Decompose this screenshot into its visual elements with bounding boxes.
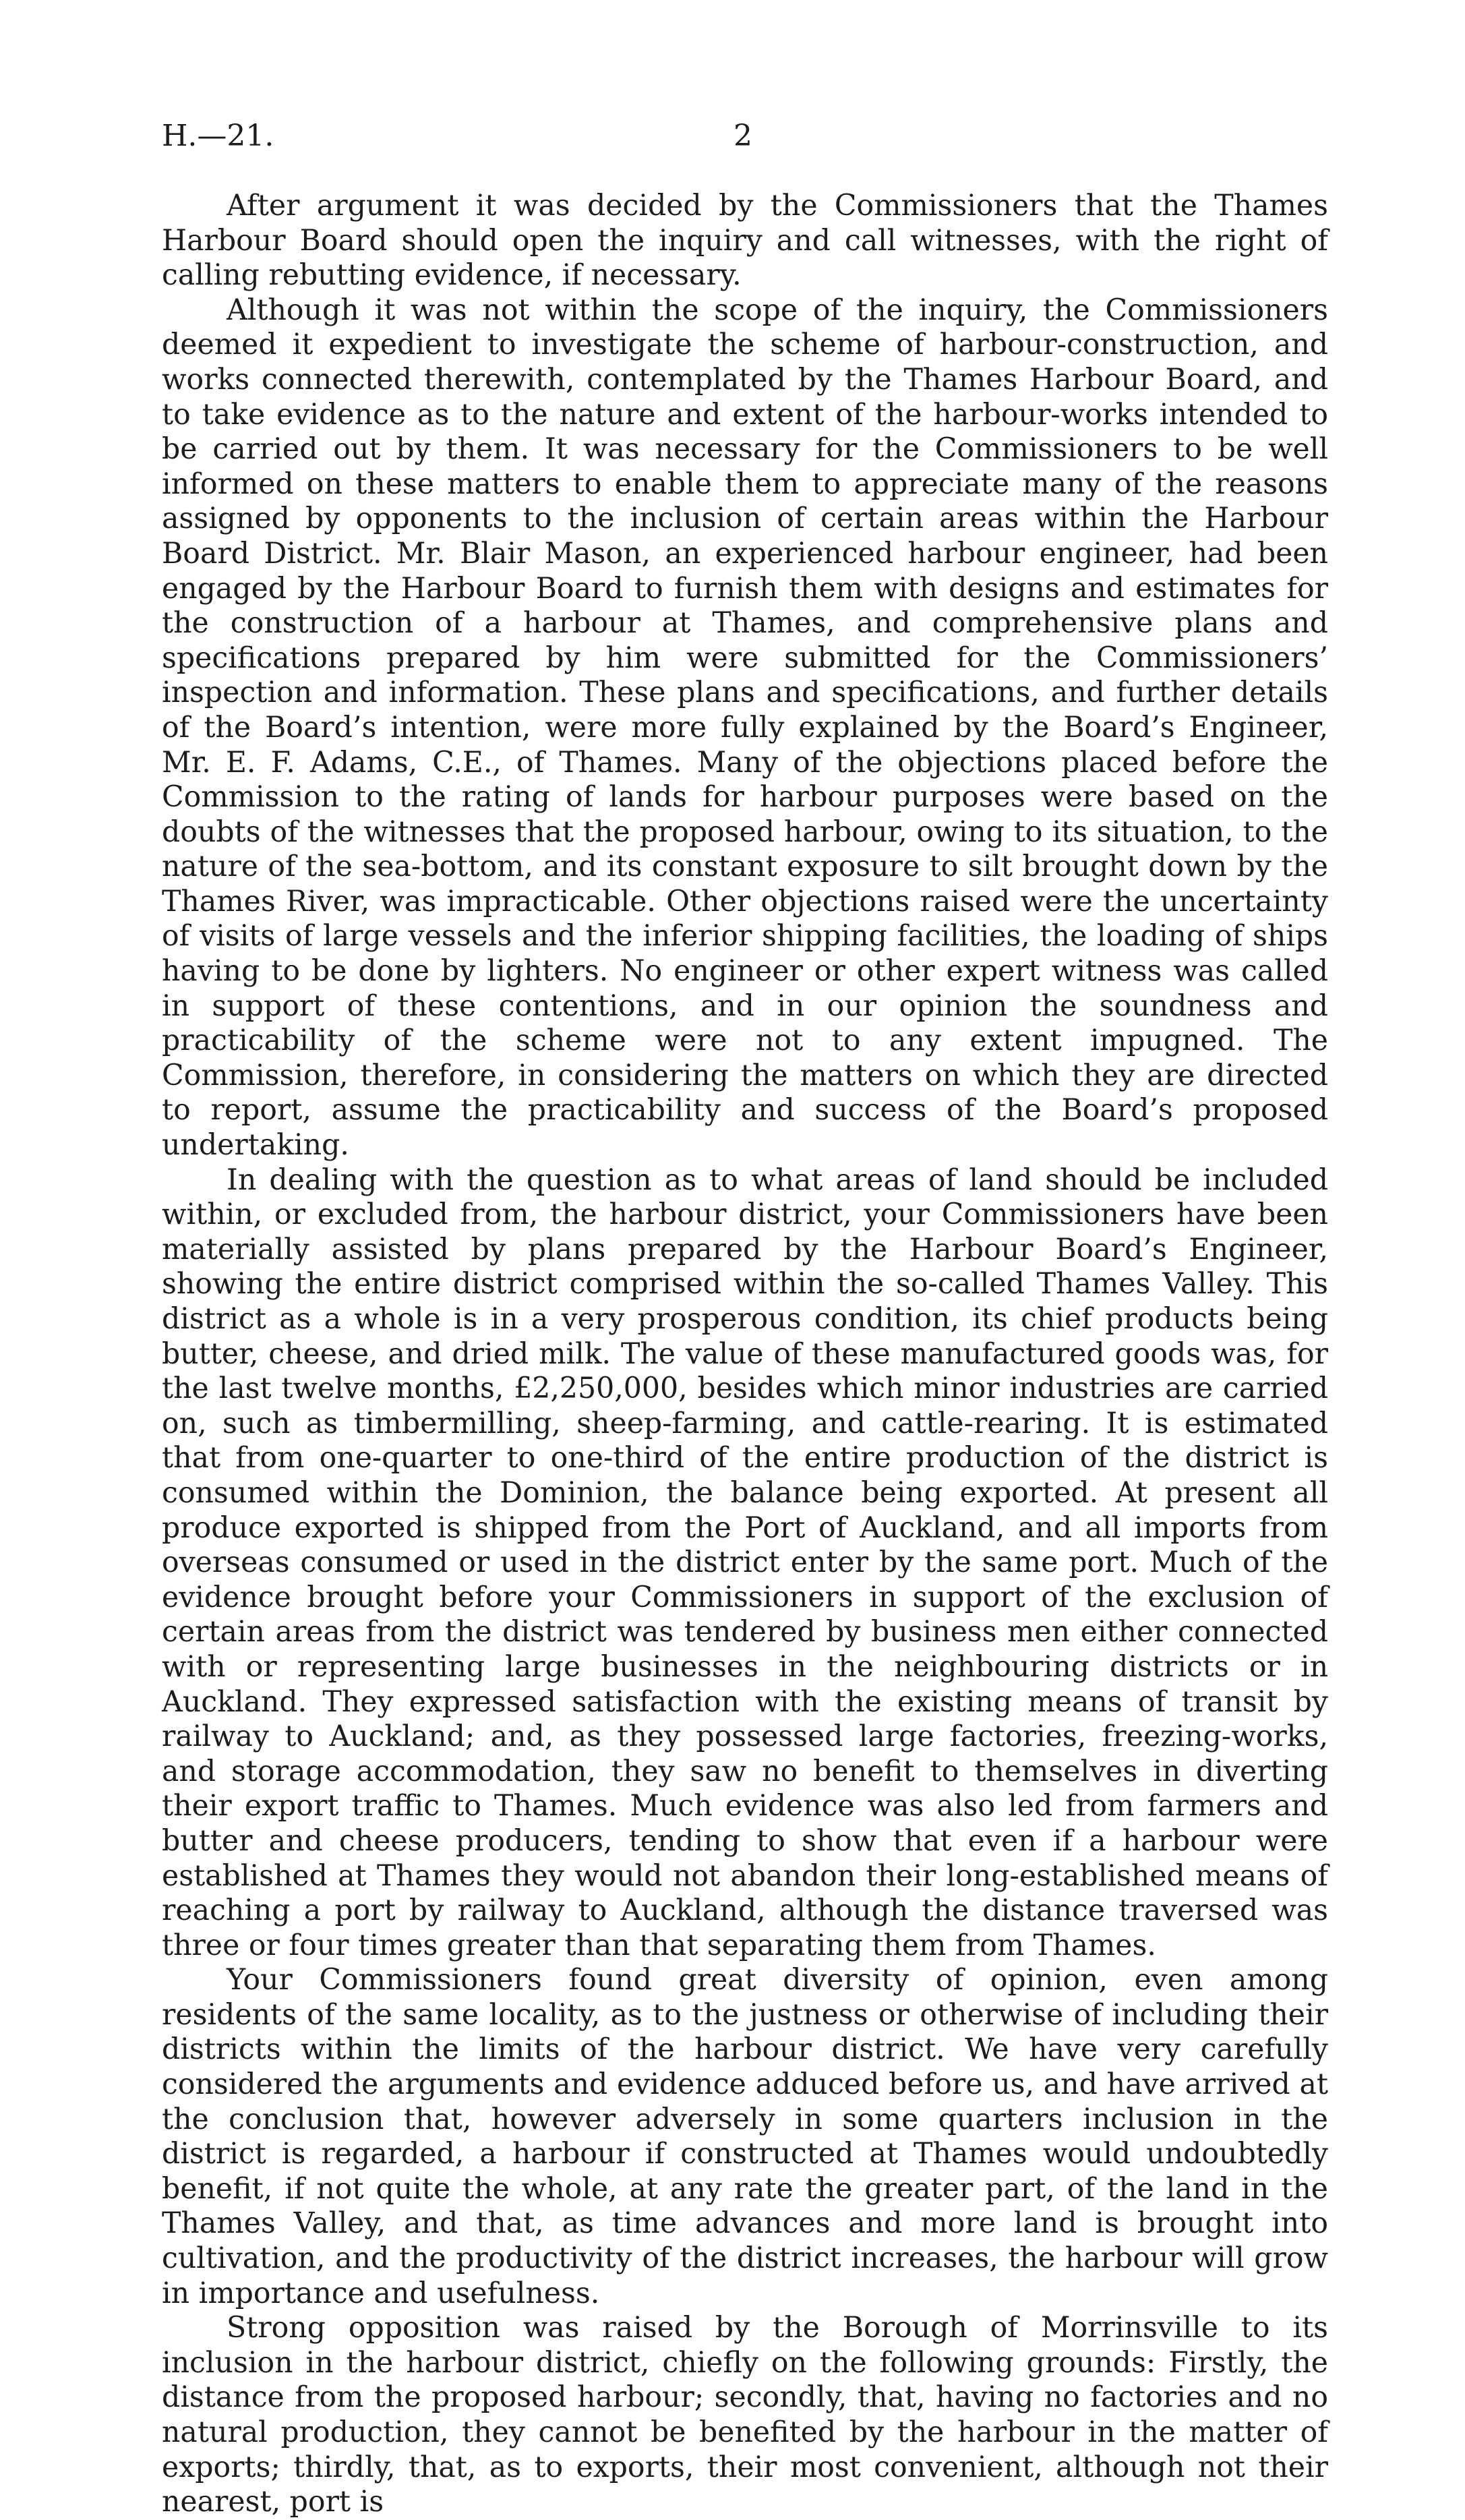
page-number: 2: [734, 119, 752, 153]
paragraph: Your Commissioners found great diversity of opinion, even among residents of the same locality, as to the justness or otherwise of including their districts within the limits of the harbour district. We have very carefully considered the arguments and evidence adduced before us, and have arrived at the conclusion that, however adversely in some quarters inclusion in the district is regarded, a harbour if constructed at Thames would undoubtedly benefit, if not quite the whole, at any rate the greater part, of the land in the Thames Valley, and that, as time advances and more land is brought into cultivation, and the productivity of the district increases, the harbour will grow in importance and usefulness.: [162, 1963, 1328, 2310]
paragraph: In dealing with the question as to what areas of land should be included within, or excluded from, the harbour district, your Commissioners have been materially assisted by plans prepared by the Harbour Board’s Engineer, showing the entire district comprised within the so-called Thames Valley. This district as a whole is in a very prosperous condition, its chief products being butter, cheese, and dried milk. The value of these manufactured goods was, for the last twelve months, £2,250,000, besides which minor industries are carried on, such as timbermilling, sheep-farming, and cattle-rearing. It is estimated that from one-quarter to one-third of the entire production of the district is consumed within the Dominion, the balance being exported. At present all produce exported is shipped from the Port of Auckland, and all imports from overseas consumed or used in the district enter by the same port. Much of the evidence brought before your Commissioners in support of the exclusion of certain areas from the district was tendered by business men either connected with or representing large businesses in the neighbouring districts or in Auckland. They expressed satisfaction with the existing means of transit by railway to Auckland; and, as they possessed large factories, freezing-works, and storage accommodation, they saw no benefit to themselves in diverting their export traffic to Thames. Much evidence was also led from farmers and butter and cheese producers, tending to show that even if a harbour were established at Thames they would not abandon their long-established means of reaching a port by railway to Auckland, although the distance traversed was three or four times greater than that separating them from Thames.: [162, 1163, 1328, 1962]
body-text: [162, 189, 1328, 2520]
paragraph: After argument it was decided by the Commissioners that the Thames Harbour Board should open the inquiry and call witnesses, with the right of calling rebutting evidence, if necessary.: [162, 189, 1328, 293]
paragraph: Although it was not within the scope of the inquiry, the Commissioners deemed it expedient to investigate the scheme of harbour-construction, and works connected therewith, contemplated by the Thames Harbour Board, and to take evidence as to the nature and extent of the harbour-works intended to be carried out by them. It was necessary for the Commissioners to be well informed on these matters to enable them to appreciate many of the reasons assigned by opponents to the inclusion of certain areas within the Harbour Board District. Mr. Blair Mason, an experienced harbour engineer, had been engaged by the Harbour Board to furnish them with designs and estimates for the construction of a harbour at Thames, and comprehensive plans and specifications prepared by him were submitted for the Commissioners’ inspection and information. These plans and specifications, and further details of the Board’s intention, were more fully explained by the Board’s Engineer, Mr. E. F. Adams, C.E., of Thames. Many of the objections placed before the Commission to the rating of lands for harbour purposes were based on the doubts of the witnesses that the proposed harbour, owing to its situation, to the nature of the sea-bottom, and its constant exposure to silt brought down by the Thames River, was impracticable. Other objections raised were the uncertainty of visits of large vessels and the inferior shipping facilities, the loading of ships having to be done by lighters. No engineer or other expert witness was called in support of these contentions, and in our opinion the soundness and practicability of the scheme were not to any extent impugned. The Commission, therefore, in considering the matters on which they are directed to report, assume the practicability and success of the Board’s proposed undertaking.: [162, 293, 1328, 1163]
paragraph: Strong opposition was raised by the Borough of Morrinsville to its inclusion in the harbour district, chiefly on the following grounds: Firstly, the distance from the proposed harbour; secondly, that, having no factories and no natural production, they cannot be benefited by the harbour in the matter of exports; thirdly, that, as to exports, their most convenient, although not their nearest, port is: [162, 2311, 1328, 2519]
page-header: [162, 119, 1328, 159]
document-code: H.—21.: [162, 119, 274, 153]
